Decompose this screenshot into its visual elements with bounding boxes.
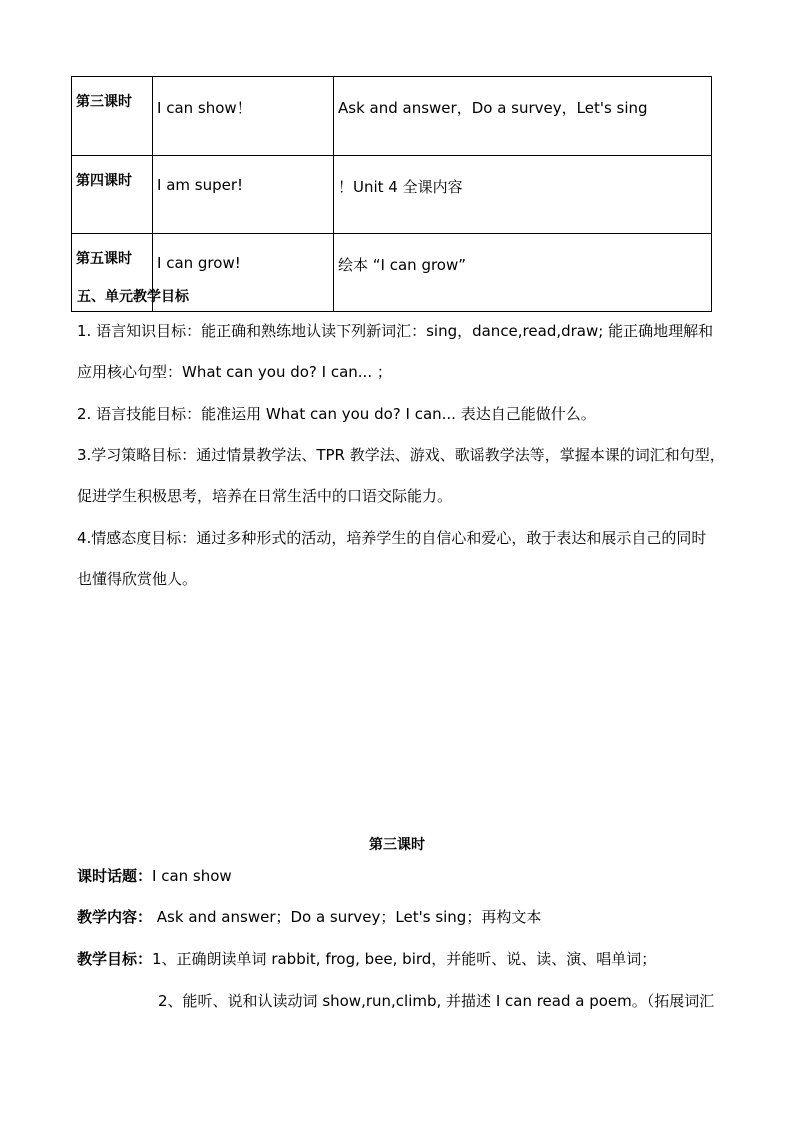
topic-label: 课时话题： bbox=[77, 867, 153, 885]
lesson-3-goal-2: 2、能听、说和认读动词 show,run,climb, 并描述 I can read a poem。（拓展词汇 bbox=[158, 992, 715, 1010]
topic-value: I can show bbox=[152, 867, 232, 885]
topic-cell: I can show！ bbox=[153, 77, 334, 156]
lesson-3-goal-1 bbox=[77, 949, 656, 969]
topic-cell: I can grow! bbox=[153, 234, 334, 312]
objective-3-line-2: 促进学生积极思考，培养在日常生活中的口语交际能力。 bbox=[77, 487, 453, 505]
goal-label: 教学目标： bbox=[77, 950, 153, 968]
objective-3-line-1: 3.学习策略目标：通过情景教学法、TPR 教学法、游戏、歌谣教学法等，掌握本课的词汇和句型， bbox=[77, 446, 725, 464]
content-cell: Ask and answer，Do a survey，Let's sing bbox=[334, 77, 712, 156]
period-cell: 第三课时 bbox=[72, 77, 153, 156]
lesson-table bbox=[71, 76, 712, 312]
table-row bbox=[72, 77, 712, 156]
goal-1-text: 1、正确朗读单词 rabbit, frog, bee, bird，并能听、说、读、演、唱单词； bbox=[152, 950, 657, 968]
content-label: 教学内容： bbox=[77, 908, 153, 926]
table-row bbox=[72, 156, 712, 234]
objective-1-line-1: 1. 语言知识目标：能正确和熟练地认读下列新词汇：sing，dance,read,draw; 能正确地理解和 bbox=[77, 322, 714, 340]
period-cell: 第五课时 bbox=[72, 234, 153, 312]
content-cell: 绘本 “I can grow” bbox=[334, 234, 712, 312]
lesson-3-title: 第三课时 bbox=[369, 837, 425, 853]
objective-4-line-1: 4.情感态度目标：通过多种形式的活动，培养学生的自信心和爱心，敢于表达和展示自己的同时 bbox=[77, 529, 707, 547]
period-cell: 第四课时 bbox=[72, 156, 153, 234]
objective-4-line-2: 也懂得欣赏他人。 bbox=[77, 570, 198, 588]
lesson-3-topic bbox=[77, 866, 232, 886]
objective-2: 2. 语言技能目标：能准运用 What can you do? I can... 表达自己能做什么。 bbox=[77, 405, 596, 423]
content-value: Ask and answer；Do a survey；Let's sing；再构文本 bbox=[152, 908, 542, 926]
content-cell: ！Unit 4 全课内容 bbox=[334, 156, 712, 234]
objectives-heading: 五、单元教学目标 bbox=[77, 289, 189, 305]
lesson-3-content bbox=[77, 907, 541, 927]
objective-1-line-2: 应用核心句型：What can you do? I can... ； bbox=[77, 363, 392, 381]
topic-cell: I am super! bbox=[153, 156, 334, 234]
